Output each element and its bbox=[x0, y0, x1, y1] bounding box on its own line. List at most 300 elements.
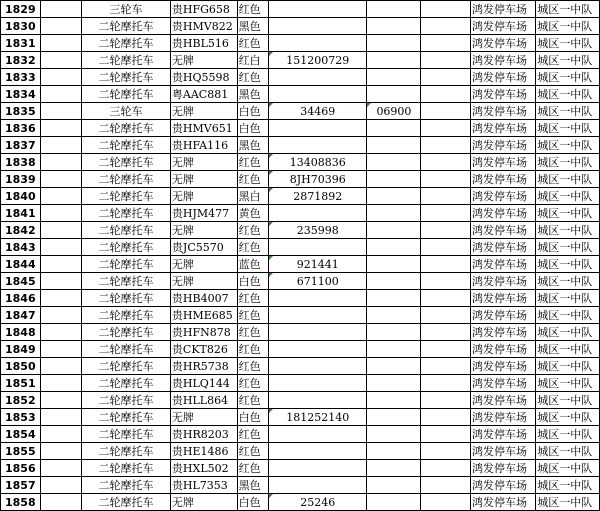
squad-cell[interactable]: 城区一中队 bbox=[536, 494, 600, 511]
vehicle-type-cell[interactable]: 二轮摩托车 bbox=[82, 205, 171, 222]
vehicle-color-cell[interactable]: 红色 bbox=[237, 426, 268, 443]
squad-cell[interactable]: 城区一中队 bbox=[536, 290, 600, 307]
squad-cell[interactable]: 城区一中队 bbox=[536, 18, 600, 35]
squad-cell[interactable]: 城区一中队 bbox=[536, 392, 600, 409]
plate-number-cell[interactable]: 贵HME685 bbox=[170, 307, 237, 324]
engine-number-cell[interactable] bbox=[367, 256, 421, 273]
plate-number-cell[interactable]: 贵HLQ144 bbox=[170, 375, 237, 392]
vehicle-type-cell[interactable]: 二轮摩托车 bbox=[82, 290, 171, 307]
plate-number-cell[interactable]: 无牌 bbox=[170, 256, 237, 273]
parking-lot-cell[interactable]: 鸿发停车场 bbox=[471, 324, 536, 341]
vehicle-type-cell[interactable]: 二轮摩托车 bbox=[82, 392, 171, 409]
vehicle-type-cell[interactable]: 二轮摩托车 bbox=[82, 35, 171, 52]
parking-lot-cell[interactable]: 鸿发停车场 bbox=[471, 409, 536, 426]
parking-lot-cell[interactable]: 鸿发停车场 bbox=[471, 171, 536, 188]
blank-cell[interactable] bbox=[41, 52, 82, 69]
vehicle-color-cell[interactable]: 红色 bbox=[237, 290, 268, 307]
plate-number-cell[interactable]: 无牌 bbox=[170, 188, 237, 205]
squad-cell[interactable]: 城区一中队 bbox=[536, 341, 600, 358]
vehicle-color-cell[interactable]: 红色 bbox=[237, 239, 268, 256]
row-number-cell[interactable]: 1857 bbox=[1, 477, 41, 494]
parking-lot-cell[interactable]: 鸿发停车场 bbox=[471, 1, 536, 18]
vehicle-color-cell[interactable]: 黄色 bbox=[237, 205, 268, 222]
row-number-cell[interactable]: 1837 bbox=[1, 137, 41, 154]
blank-cell[interactable] bbox=[421, 324, 471, 341]
blank-cell[interactable] bbox=[421, 307, 471, 324]
plate-number-cell[interactable]: 贵HMV651 bbox=[170, 120, 237, 137]
parking-lot-cell[interactable]: 鸿发停车场 bbox=[471, 103, 536, 120]
plate-number-cell[interactable]: 贵HBL516 bbox=[170, 35, 237, 52]
plate-number-cell[interactable]: 无牌 bbox=[170, 494, 237, 511]
parking-lot-cell[interactable]: 鸿发停车场 bbox=[471, 52, 536, 69]
plate-number-cell[interactable]: 无牌 bbox=[170, 171, 237, 188]
engine-number-cell[interactable] bbox=[367, 426, 421, 443]
plate-number-cell[interactable]: 贵HR8203 bbox=[170, 426, 237, 443]
plate-number-cell[interactable]: 贵JC5570 bbox=[170, 239, 237, 256]
parking-lot-cell[interactable]: 鸿发停车场 bbox=[471, 154, 536, 171]
blank-cell[interactable] bbox=[41, 409, 82, 426]
engine-number-cell[interactable] bbox=[367, 460, 421, 477]
squad-cell[interactable]: 城区一中队 bbox=[536, 154, 600, 171]
vehicle-type-cell[interactable]: 二轮摩托车 bbox=[82, 375, 171, 392]
blank-cell[interactable] bbox=[421, 103, 471, 120]
blank-cell[interactable] bbox=[421, 375, 471, 392]
plate-number-cell[interactable]: 贵HFN878 bbox=[170, 324, 237, 341]
engine-number-cell[interactable] bbox=[367, 69, 421, 86]
blank-cell[interactable] bbox=[421, 256, 471, 273]
engine-number-cell[interactable] bbox=[367, 273, 421, 290]
vehicle-color-cell[interactable]: 红色 bbox=[237, 375, 268, 392]
row-number-cell[interactable]: 1844 bbox=[1, 256, 41, 273]
plate-number-cell[interactable]: 无牌 bbox=[170, 273, 237, 290]
parking-lot-cell[interactable]: 鸿发停车场 bbox=[471, 341, 536, 358]
blank-cell[interactable] bbox=[421, 494, 471, 511]
blank-cell[interactable] bbox=[41, 154, 82, 171]
blank-cell[interactable] bbox=[421, 392, 471, 409]
parking-lot-cell[interactable]: 鸿发停车场 bbox=[471, 120, 536, 137]
squad-cell[interactable]: 城区一中队 bbox=[536, 460, 600, 477]
vehicle-type-cell[interactable]: 二轮摩托车 bbox=[82, 188, 171, 205]
squad-cell[interactable]: 城区一中队 bbox=[536, 256, 600, 273]
vehicle-type-cell[interactable]: 二轮摩托车 bbox=[82, 137, 171, 154]
vehicle-color-cell[interactable]: 红色 bbox=[237, 341, 268, 358]
blank-cell[interactable] bbox=[41, 460, 82, 477]
row-number-cell[interactable]: 1852 bbox=[1, 392, 41, 409]
vehicle-color-cell[interactable]: 红色 bbox=[237, 392, 268, 409]
vehicle-color-cell[interactable]: 白色 bbox=[237, 409, 268, 426]
blank-cell[interactable] bbox=[41, 86, 82, 103]
row-number-cell[interactable]: 1834 bbox=[1, 86, 41, 103]
vehicle-type-cell[interactable]: 二轮摩托车 bbox=[82, 52, 171, 69]
blank-cell[interactable] bbox=[41, 188, 82, 205]
vehicle-color-cell[interactable]: 红色 bbox=[237, 443, 268, 460]
frame-number-cell[interactable] bbox=[269, 375, 367, 392]
plate-number-cell[interactable]: 贵HFG658 bbox=[170, 1, 237, 18]
engine-number-cell[interactable] bbox=[367, 222, 421, 239]
vehicle-color-cell[interactable]: 红色 bbox=[237, 358, 268, 375]
blank-cell[interactable] bbox=[41, 375, 82, 392]
plate-number-cell[interactable]: 无牌 bbox=[170, 409, 237, 426]
frame-number-cell[interactable]: 8JH70396 bbox=[269, 171, 367, 188]
frame-number-cell[interactable] bbox=[269, 443, 367, 460]
vehicle-type-cell[interactable]: 二轮摩托车 bbox=[82, 307, 171, 324]
blank-cell[interactable] bbox=[41, 222, 82, 239]
vehicle-type-cell[interactable]: 二轮摩托车 bbox=[82, 273, 171, 290]
frame-number-cell[interactable]: 921441 bbox=[269, 256, 367, 273]
vehicle-type-cell[interactable]: 二轮摩托车 bbox=[82, 341, 171, 358]
parking-lot-cell[interactable]: 鸿发停车场 bbox=[471, 69, 536, 86]
squad-cell[interactable]: 城区一中队 bbox=[536, 69, 600, 86]
engine-number-cell[interactable] bbox=[367, 154, 421, 171]
engine-number-cell[interactable] bbox=[367, 35, 421, 52]
row-number-cell[interactable]: 1843 bbox=[1, 239, 41, 256]
blank-cell[interactable] bbox=[421, 171, 471, 188]
row-number-cell[interactable]: 1854 bbox=[1, 426, 41, 443]
plate-number-cell[interactable]: 贵HMV822 bbox=[170, 18, 237, 35]
plate-number-cell[interactable]: 无牌 bbox=[170, 52, 237, 69]
squad-cell[interactable]: 城区一中队 bbox=[536, 171, 600, 188]
vehicle-type-cell[interactable]: 二轮摩托车 bbox=[82, 69, 171, 86]
blank-cell[interactable] bbox=[421, 35, 471, 52]
parking-lot-cell[interactable]: 鸿发停车场 bbox=[471, 375, 536, 392]
blank-cell[interactable] bbox=[41, 477, 82, 494]
vehicle-type-cell[interactable]: 二轮摩托车 bbox=[82, 477, 171, 494]
frame-number-cell[interactable] bbox=[269, 307, 367, 324]
blank-cell[interactable] bbox=[421, 341, 471, 358]
engine-number-cell[interactable] bbox=[367, 188, 421, 205]
engine-number-cell[interactable]: 06900 bbox=[367, 103, 421, 120]
squad-cell[interactable]: 城区一中队 bbox=[536, 443, 600, 460]
parking-lot-cell[interactable]: 鸿发停车场 bbox=[471, 205, 536, 222]
frame-number-cell[interactable]: 13408836 bbox=[269, 154, 367, 171]
plate-number-cell[interactable]: 贵CKT826 bbox=[170, 341, 237, 358]
parking-lot-cell[interactable]: 鸿发停车场 bbox=[471, 443, 536, 460]
frame-number-cell[interactable] bbox=[269, 426, 367, 443]
vehicle-color-cell[interactable]: 白色 bbox=[237, 273, 268, 290]
blank-cell[interactable] bbox=[421, 239, 471, 256]
parking-lot-cell[interactable]: 鸿发停车场 bbox=[471, 86, 536, 103]
vehicle-color-cell[interactable]: 黑色 bbox=[237, 86, 268, 103]
squad-cell[interactable]: 城区一中队 bbox=[536, 324, 600, 341]
parking-lot-cell[interactable]: 鸿发停车场 bbox=[471, 273, 536, 290]
frame-number-cell[interactable]: 25246 bbox=[269, 494, 367, 511]
plate-number-cell[interactable]: 无牌 bbox=[170, 103, 237, 120]
frame-number-cell[interactable]: 34469 bbox=[269, 103, 367, 120]
row-number-cell[interactable]: 1850 bbox=[1, 358, 41, 375]
frame-number-cell[interactable] bbox=[269, 120, 367, 137]
engine-number-cell[interactable] bbox=[367, 171, 421, 188]
vehicle-color-cell[interactable]: 白色 bbox=[237, 120, 268, 137]
parking-lot-cell[interactable]: 鸿发停车场 bbox=[471, 392, 536, 409]
frame-number-cell[interactable] bbox=[269, 205, 367, 222]
blank-cell[interactable] bbox=[421, 205, 471, 222]
parking-lot-cell[interactable]: 鸿发停车场 bbox=[471, 239, 536, 256]
squad-cell[interactable]: 城区一中队 bbox=[536, 375, 600, 392]
plate-number-cell[interactable]: 贵HXL502 bbox=[170, 460, 237, 477]
vehicle-type-cell[interactable]: 二轮摩托车 bbox=[82, 409, 171, 426]
squad-cell[interactable]: 城区一中队 bbox=[536, 205, 600, 222]
vehicle-type-cell[interactable]: 二轮摩托车 bbox=[82, 86, 171, 103]
frame-number-cell[interactable] bbox=[269, 358, 367, 375]
vehicle-type-cell[interactable]: 二轮摩托车 bbox=[82, 154, 171, 171]
row-number-cell[interactable]: 1847 bbox=[1, 307, 41, 324]
row-number-cell[interactable]: 1858 bbox=[1, 494, 41, 511]
engine-number-cell[interactable] bbox=[367, 307, 421, 324]
engine-number-cell[interactable] bbox=[367, 86, 421, 103]
row-number-cell[interactable]: 1851 bbox=[1, 375, 41, 392]
frame-number-cell[interactable] bbox=[269, 35, 367, 52]
parking-lot-cell[interactable]: 鸿发停车场 bbox=[471, 18, 536, 35]
vehicle-color-cell[interactable]: 白色 bbox=[237, 494, 268, 511]
vehicle-type-cell[interactable]: 二轮摩托车 bbox=[82, 494, 171, 511]
blank-cell[interactable] bbox=[41, 18, 82, 35]
squad-cell[interactable]: 城区一中队 bbox=[536, 239, 600, 256]
blank-cell[interactable] bbox=[41, 273, 82, 290]
squad-cell[interactable]: 城区一中队 bbox=[536, 86, 600, 103]
vehicle-type-cell[interactable]: 二轮摩托车 bbox=[82, 324, 171, 341]
vehicle-color-cell[interactable]: 白色 bbox=[237, 103, 268, 120]
parking-lot-cell[interactable]: 鸿发停车场 bbox=[471, 222, 536, 239]
parking-lot-cell[interactable]: 鸿发停车场 bbox=[471, 256, 536, 273]
squad-cell[interactable]: 城区一中队 bbox=[536, 273, 600, 290]
row-number-cell[interactable]: 1846 bbox=[1, 290, 41, 307]
blank-cell[interactable] bbox=[41, 392, 82, 409]
blank-cell[interactable] bbox=[41, 494, 82, 511]
frame-number-cell[interactable] bbox=[269, 290, 367, 307]
engine-number-cell[interactable] bbox=[367, 52, 421, 69]
plate-number-cell[interactable]: 贵HQ5598 bbox=[170, 69, 237, 86]
row-number-cell[interactable]: 1839 bbox=[1, 171, 41, 188]
blank-cell[interactable] bbox=[421, 273, 471, 290]
plate-number-cell[interactable]: 贵HJM477 bbox=[170, 205, 237, 222]
engine-number-cell[interactable] bbox=[367, 477, 421, 494]
vehicle-color-cell[interactable]: 红色 bbox=[237, 35, 268, 52]
engine-number-cell[interactable] bbox=[367, 239, 421, 256]
frame-number-cell[interactable]: 2871892 bbox=[269, 188, 367, 205]
blank-cell[interactable] bbox=[421, 1, 471, 18]
row-number-cell[interactable]: 1838 bbox=[1, 154, 41, 171]
parking-lot-cell[interactable]: 鸿发停车场 bbox=[471, 477, 536, 494]
frame-number-cell[interactable] bbox=[269, 137, 367, 154]
row-number-cell[interactable]: 1849 bbox=[1, 341, 41, 358]
blank-cell[interactable] bbox=[41, 290, 82, 307]
parking-lot-cell[interactable]: 鸿发停车场 bbox=[471, 307, 536, 324]
frame-number-cell[interactable]: 671100 bbox=[269, 273, 367, 290]
vehicle-type-cell[interactable]: 二轮摩托车 bbox=[82, 222, 171, 239]
blank-cell[interactable] bbox=[41, 171, 82, 188]
engine-number-cell[interactable] bbox=[367, 443, 421, 460]
blank-cell[interactable] bbox=[421, 69, 471, 86]
blank-cell[interactable] bbox=[41, 103, 82, 120]
row-number-cell[interactable]: 1830 bbox=[1, 18, 41, 35]
frame-number-cell[interactable]: 151200729 bbox=[269, 52, 367, 69]
vehicle-type-cell[interactable]: 三轮车 bbox=[82, 103, 171, 120]
vehicle-type-cell[interactable]: 二轮摩托车 bbox=[82, 18, 171, 35]
parking-lot-cell[interactable]: 鸿发停车场 bbox=[471, 460, 536, 477]
row-number-cell[interactable]: 1840 bbox=[1, 188, 41, 205]
blank-cell[interactable] bbox=[41, 341, 82, 358]
plate-number-cell[interactable]: 粤AAC881 bbox=[170, 86, 237, 103]
squad-cell[interactable]: 城区一中队 bbox=[536, 1, 600, 18]
squad-cell[interactable]: 城区一中队 bbox=[536, 35, 600, 52]
frame-number-cell[interactable] bbox=[269, 69, 367, 86]
vehicle-color-cell[interactable]: 红色 bbox=[237, 1, 268, 18]
blank-cell[interactable] bbox=[421, 477, 471, 494]
engine-number-cell[interactable] bbox=[367, 120, 421, 137]
vehicle-color-cell[interactable]: 红色 bbox=[237, 222, 268, 239]
vehicle-type-cell[interactable]: 三轮车 bbox=[82, 1, 171, 18]
frame-number-cell[interactable] bbox=[269, 477, 367, 494]
blank-cell[interactable] bbox=[421, 290, 471, 307]
blank-cell[interactable] bbox=[421, 443, 471, 460]
frame-number-cell[interactable] bbox=[269, 1, 367, 18]
engine-number-cell[interactable] bbox=[367, 494, 421, 511]
blank-cell[interactable] bbox=[41, 239, 82, 256]
plate-number-cell[interactable]: 贵HE1486 bbox=[170, 443, 237, 460]
plate-number-cell[interactable]: 无牌 bbox=[170, 222, 237, 239]
row-number-cell[interactable]: 1832 bbox=[1, 52, 41, 69]
squad-cell[interactable]: 城区一中队 bbox=[536, 426, 600, 443]
plate-number-cell[interactable]: 贵HFA116 bbox=[170, 137, 237, 154]
plate-number-cell[interactable]: 贵HB4007 bbox=[170, 290, 237, 307]
blank-cell[interactable] bbox=[421, 18, 471, 35]
squad-cell[interactable]: 城区一中队 bbox=[536, 409, 600, 426]
plate-number-cell[interactable]: 贵HR5738 bbox=[170, 358, 237, 375]
squad-cell[interactable]: 城区一中队 bbox=[536, 222, 600, 239]
squad-cell[interactable]: 城区一中队 bbox=[536, 477, 600, 494]
blank-cell[interactable] bbox=[421, 188, 471, 205]
vehicle-color-cell[interactable]: 红色 bbox=[237, 154, 268, 171]
engine-number-cell[interactable] bbox=[367, 375, 421, 392]
blank-cell[interactable] bbox=[41, 426, 82, 443]
vehicle-type-cell[interactable]: 二轮摩托车 bbox=[82, 426, 171, 443]
squad-cell[interactable]: 城区一中队 bbox=[536, 137, 600, 154]
blank-cell[interactable] bbox=[421, 460, 471, 477]
engine-number-cell[interactable] bbox=[367, 392, 421, 409]
vehicle-color-cell[interactable]: 红色 bbox=[237, 460, 268, 477]
vehicle-type-cell[interactable]: 二轮摩托车 bbox=[82, 239, 171, 256]
vehicle-color-cell[interactable]: 黑色 bbox=[237, 477, 268, 494]
row-number-cell[interactable]: 1842 bbox=[1, 222, 41, 239]
engine-number-cell[interactable] bbox=[367, 409, 421, 426]
engine-number-cell[interactable] bbox=[367, 324, 421, 341]
squad-cell[interactable]: 城区一中队 bbox=[536, 358, 600, 375]
blank-cell[interactable] bbox=[41, 1, 82, 18]
vehicle-color-cell[interactable]: 黑色 bbox=[237, 137, 268, 154]
vehicle-type-cell[interactable]: 二轮摩托车 bbox=[82, 358, 171, 375]
blank-cell[interactable] bbox=[421, 409, 471, 426]
row-number-cell[interactable]: 1845 bbox=[1, 273, 41, 290]
vehicle-type-cell[interactable]: 二轮摩托车 bbox=[82, 256, 171, 273]
blank-cell[interactable] bbox=[41, 307, 82, 324]
blank-cell[interactable] bbox=[41, 205, 82, 222]
blank-cell[interactable] bbox=[421, 358, 471, 375]
row-number-cell[interactable]: 1853 bbox=[1, 409, 41, 426]
vehicle-color-cell[interactable]: 红色 bbox=[237, 307, 268, 324]
frame-number-cell[interactable] bbox=[269, 341, 367, 358]
engine-number-cell[interactable] bbox=[367, 290, 421, 307]
squad-cell[interactable]: 城区一中队 bbox=[536, 52, 600, 69]
vehicle-type-cell[interactable]: 二轮摩托车 bbox=[82, 120, 171, 137]
blank-cell[interactable] bbox=[421, 120, 471, 137]
plate-number-cell[interactable]: 贵HLL864 bbox=[170, 392, 237, 409]
squad-cell[interactable]: 城区一中队 bbox=[536, 120, 600, 137]
vehicle-color-cell[interactable]: 红色 bbox=[237, 324, 268, 341]
blank-cell[interactable] bbox=[421, 154, 471, 171]
blank-cell[interactable] bbox=[41, 35, 82, 52]
parking-lot-cell[interactable]: 鸿发停车场 bbox=[471, 188, 536, 205]
parking-lot-cell[interactable]: 鸿发停车场 bbox=[471, 426, 536, 443]
parking-lot-cell[interactable]: 鸿发停车场 bbox=[471, 494, 536, 511]
blank-cell[interactable] bbox=[41, 137, 82, 154]
vehicle-color-cell[interactable]: 黑白 bbox=[237, 188, 268, 205]
blank-cell[interactable] bbox=[41, 324, 82, 341]
vehicle-color-cell[interactable]: 红色 bbox=[237, 69, 268, 86]
engine-number-cell[interactable] bbox=[367, 1, 421, 18]
blank-cell[interactable] bbox=[421, 426, 471, 443]
vehicle-color-cell[interactable]: 红色 bbox=[237, 171, 268, 188]
frame-number-cell[interactable] bbox=[269, 18, 367, 35]
plate-number-cell[interactable]: 无牌 bbox=[170, 154, 237, 171]
squad-cell[interactable]: 城区一中队 bbox=[536, 188, 600, 205]
frame-number-cell[interactable] bbox=[269, 460, 367, 477]
engine-number-cell[interactable] bbox=[367, 205, 421, 222]
row-number-cell[interactable]: 1836 bbox=[1, 120, 41, 137]
row-number-cell[interactable]: 1833 bbox=[1, 69, 41, 86]
plate-number-cell[interactable]: 贵HL7353 bbox=[170, 477, 237, 494]
frame-number-cell[interactable]: 235998 bbox=[269, 222, 367, 239]
row-number-cell[interactable]: 1835 bbox=[1, 103, 41, 120]
engine-number-cell[interactable] bbox=[367, 341, 421, 358]
engine-number-cell[interactable] bbox=[367, 18, 421, 35]
vehicle-type-cell[interactable]: 二轮摩托车 bbox=[82, 443, 171, 460]
blank-cell[interactable] bbox=[421, 222, 471, 239]
row-number-cell[interactable]: 1848 bbox=[1, 324, 41, 341]
frame-number-cell[interactable]: 181252140 bbox=[269, 409, 367, 426]
blank-cell[interactable] bbox=[421, 52, 471, 69]
row-number-cell[interactable]: 1831 bbox=[1, 35, 41, 52]
engine-number-cell[interactable] bbox=[367, 137, 421, 154]
parking-lot-cell[interactable]: 鸿发停车场 bbox=[471, 290, 536, 307]
row-number-cell[interactable]: 1856 bbox=[1, 460, 41, 477]
blank-cell[interactable] bbox=[41, 256, 82, 273]
parking-lot-cell[interactable]: 鸿发停车场 bbox=[471, 137, 536, 154]
row-number-cell[interactable]: 1841 bbox=[1, 205, 41, 222]
parking-lot-cell[interactable]: 鸿发停车场 bbox=[471, 35, 536, 52]
blank-cell[interactable] bbox=[421, 86, 471, 103]
vehicle-color-cell[interactable]: 红白 bbox=[237, 52, 268, 69]
squad-cell[interactable]: 城区一中队 bbox=[536, 307, 600, 324]
blank-cell[interactable] bbox=[41, 443, 82, 460]
blank-cell[interactable] bbox=[421, 137, 471, 154]
parking-lot-cell[interactable]: 鸿发停车场 bbox=[471, 358, 536, 375]
engine-number-cell[interactable] bbox=[367, 358, 421, 375]
row-number-cell[interactable]: 1855 bbox=[1, 443, 41, 460]
blank-cell[interactable] bbox=[41, 358, 82, 375]
vehicle-type-cell[interactable]: 二轮摩托车 bbox=[82, 460, 171, 477]
row-number-cell[interactable]: 1829 bbox=[1, 1, 41, 18]
frame-number-cell[interactable] bbox=[269, 86, 367, 103]
vehicle-color-cell[interactable]: 蓝色 bbox=[237, 256, 268, 273]
blank-cell[interactable] bbox=[41, 120, 82, 137]
frame-number-cell[interactable] bbox=[269, 239, 367, 256]
vehicle-type-cell[interactable]: 二轮摩托车 bbox=[82, 171, 171, 188]
vehicle-color-cell[interactable]: 黑色 bbox=[237, 18, 268, 35]
frame-number-cell[interactable] bbox=[269, 324, 367, 341]
blank-cell[interactable] bbox=[41, 69, 82, 86]
squad-cell[interactable]: 城区一中队 bbox=[536, 103, 600, 120]
frame-number-cell[interactable] bbox=[269, 392, 367, 409]
